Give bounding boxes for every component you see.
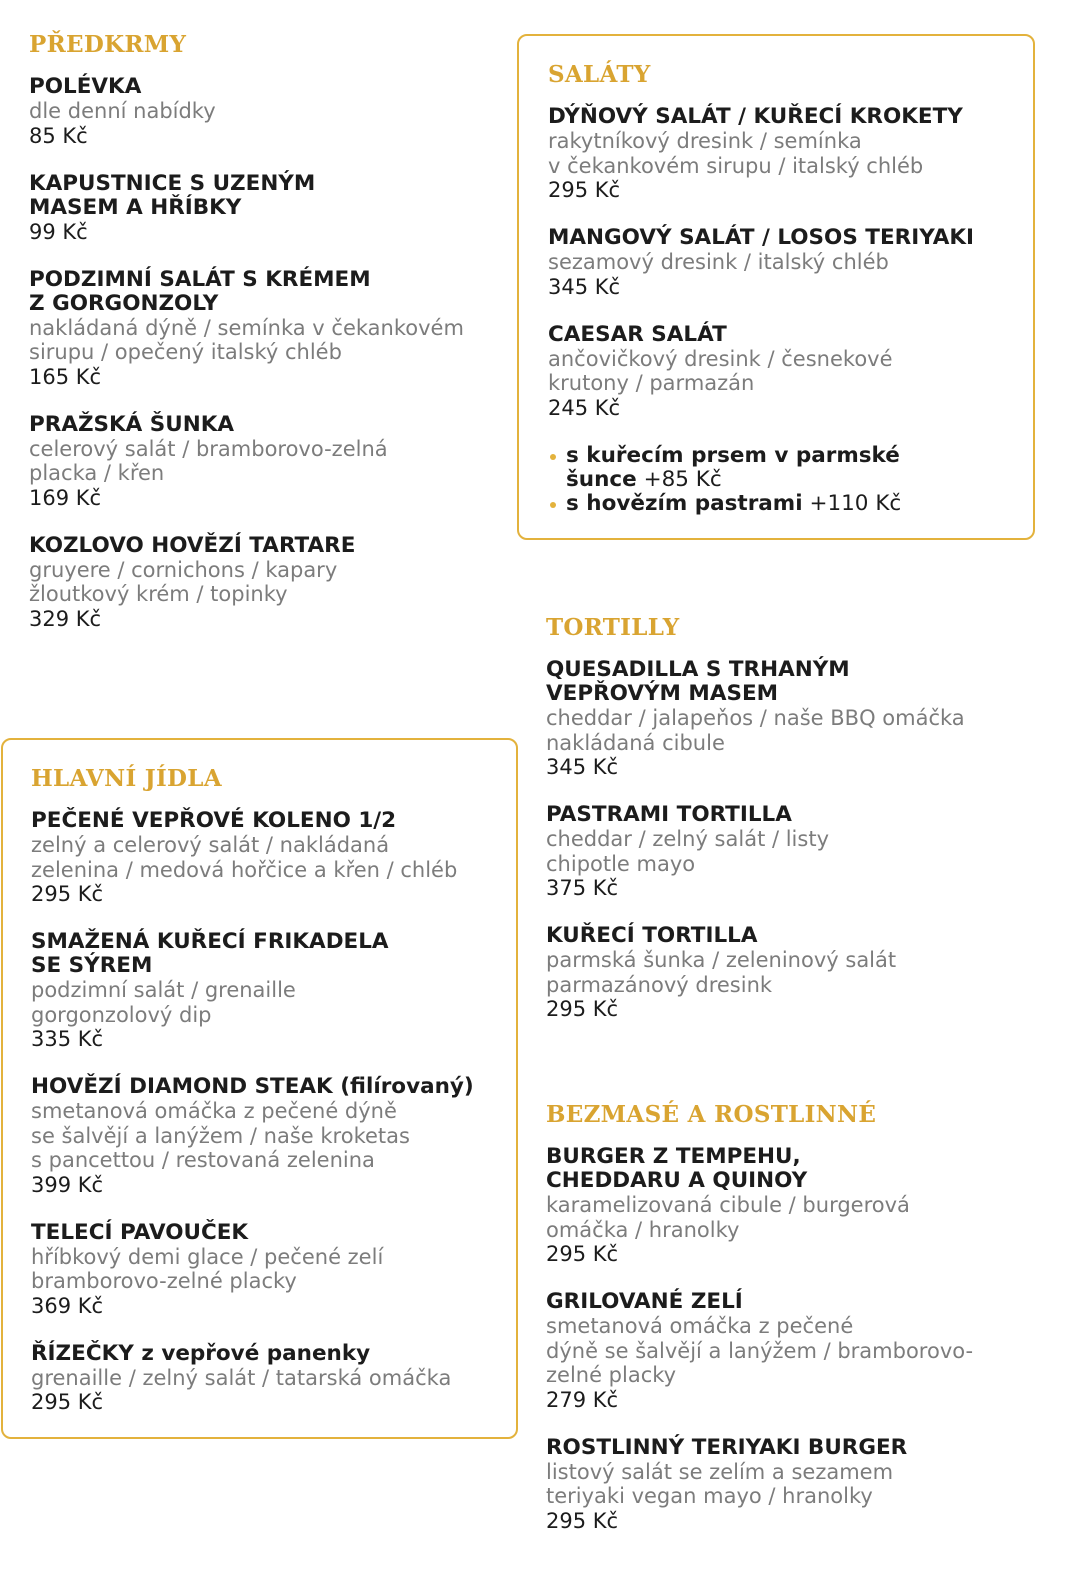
item-description: listový salát se zelím a sezamem teriyaki vegan mayo / hranolky [546, 1459, 894, 1508]
item-price: 375 Kč [546, 876, 619, 900]
item-name: KAPUSTNICE S UZENÝM MASEM A HŘÍBKY [29, 170, 316, 220]
menu-item [546, 1145, 1046, 1266]
section-title: PŘEDKRMY [29, 31, 187, 58]
item-name: PRAŽSKÁ ŠUNKA [29, 411, 235, 437]
menu-item [29, 268, 499, 389]
section-salaty [517, 34, 1035, 540]
item-name: GRILOVANÉ ZELÍ [546, 1289, 743, 1314]
item-description: zelný a celerový salát / nakládaná zelenina / medová hořčice a křen / chléb [31, 833, 458, 882]
item-name: DÝŇOVÝ SALÁT / KUŘECÍ KROKETY [548, 104, 963, 129]
addon-name: s hovězím pastrami [566, 490, 803, 516]
bullet-icon [550, 502, 556, 508]
item-name: PODZIMNÍ SALÁT S KRÉMEM Z GORGONZOLY [29, 266, 371, 316]
item-name: PASTRAMI TORTILLA [546, 802, 792, 827]
item-description: dle denní nabídky [29, 99, 216, 123]
menu-item-list [31, 809, 516, 1414]
item-description: nakládaná dýně / semínka v čekankovém sirupu / opečený italský chléb [29, 315, 464, 364]
item-description: gruyere / cornichons / kapary žloutkový krém / topinky [29, 557, 338, 606]
item-description: celerový salát / bramborovo-zelná placka / křen [29, 436, 388, 485]
menu-item [29, 534, 499, 631]
item-name: TELECÍ PAVOUČEK [31, 1219, 249, 1245]
menu-item [546, 1436, 1046, 1533]
item-price: 295 Kč [548, 178, 621, 202]
menu-item [31, 809, 516, 906]
item-price: 295 Kč [31, 1390, 104, 1414]
addon-name: s kuřecím prsem v parmské šunce [566, 442, 900, 492]
section-predkrmy [29, 31, 499, 655]
section-title: HLAVNÍ JÍDLA [31, 765, 222, 792]
item-price: 169 Kč [29, 485, 102, 510]
item-name: POLÉVKA [29, 74, 142, 99]
item-description: ančovičkový dresink / česnekové krutony / parmazán [548, 346, 893, 395]
addon-price: +85 Kč [643, 466, 722, 492]
menu-item [546, 1290, 1046, 1412]
section-title: TORTILLY [546, 614, 680, 641]
item-description: smetanová omáčka z pečené dýně se šalvějí a lanýžem / naše kroketas s pancettou / restovaná zelenina [31, 1099, 410, 1172]
item-price: 399 Kč [31, 1172, 104, 1197]
item-description: sezamový dresink / italský chléb [548, 250, 889, 274]
menu-item [29, 172, 499, 244]
item-price: 335 Kč [31, 1027, 104, 1051]
item-price: 295 Kč [31, 882, 104, 906]
item-price: 295 Kč [546, 1508, 619, 1533]
item-price: 345 Kč [546, 755, 619, 779]
section-tortilly [546, 614, 1046, 1045]
menu-item [31, 1221, 516, 1318]
item-name: KUŘECÍ TORTILLA [546, 923, 758, 948]
item-price: 329 Kč [29, 606, 102, 631]
menu-item [29, 413, 499, 510]
item-description: cheddar / jalapeňos / naše BBQ omáčka nakládaná cibule [546, 706, 965, 755]
bullet-icon [550, 454, 556, 460]
item-price: 369 Kč [31, 1293, 104, 1318]
item-description: cheddar / zelný salát / listy chipotle mayo [546, 827, 829, 876]
menu-item-list [546, 658, 1046, 1021]
section-bezmase [546, 1101, 1046, 1557]
menu-item-list [29, 75, 499, 631]
menu-item [548, 105, 1033, 202]
menu-item [548, 323, 1033, 420]
menu-item [546, 924, 1046, 1021]
item-price: 295 Kč [546, 997, 619, 1021]
item-name: PEČENÉ VEPŘOVÉ KOLENO 1/2 [31, 808, 397, 833]
menu-item [31, 1342, 516, 1415]
item-name: ŘÍZEČKY z vepřové panenky [31, 1340, 371, 1366]
item-description: grenaille / zelný salát / tatarská omáčka [31, 1365, 452, 1390]
addon-item [548, 492, 1033, 516]
menu-item [31, 930, 516, 1051]
section-title: SALÁTY [548, 61, 651, 88]
item-description: podzimní salát / grenaille gorgonzolový dip [31, 978, 296, 1027]
item-price: 99 Kč [29, 219, 88, 244]
addon-item [548, 444, 1033, 492]
item-name: KOZLOVO HOVĚZÍ TARTARE [29, 532, 356, 558]
item-name: CAESAR SALÁT [548, 321, 727, 347]
item-name: BURGER Z TEMPEHU, CHEDDARU A QUINOY [546, 1144, 808, 1193]
menu-item [548, 226, 1033, 299]
item-name: QUESADILLA S TRHANÝM VEPŘOVÝM MASEM [546, 657, 850, 706]
menu-item [546, 803, 1046, 900]
menu-item [546, 658, 1046, 779]
item-price: 345 Kč [548, 274, 621, 299]
item-description: smetanová omáčka z pečené dýně se šalvějí a lanýžem / bramborovo- zelné placky [546, 1314, 974, 1387]
item-price: 245 Kč [548, 395, 621, 420]
item-description: hříbkový demi glace / pečené zelí bramborovo-zelné placky [31, 1244, 384, 1293]
item-description: rakytníkový dresink / semínka v čekankovém sirupu / italský chléb [548, 129, 924, 178]
menu-item [31, 1075, 516, 1197]
menu-item-list [548, 105, 1033, 420]
item-name: HOVĚZÍ DIAMOND STEAK (filírovaný) [31, 1074, 474, 1099]
item-description: karamelizovaná cibule / burgerová omáčka / hranolky [546, 1193, 910, 1242]
item-price: 295 Kč [546, 1242, 619, 1266]
section-title: BEZMASÉ A ROSTLINNÉ [546, 1101, 877, 1128]
addon-list [548, 444, 1033, 516]
item-price: 85 Kč [29, 123, 88, 148]
menu-item-list [546, 1145, 1046, 1533]
item-price: 165 Kč [29, 364, 102, 389]
section-hlavni-jidla [1, 738, 518, 1439]
item-price: 279 Kč [546, 1387, 619, 1412]
addon-price: +110 Kč [809, 490, 902, 516]
item-name: SMAŽENÁ KUŘECÍ FRIKADELA SE SÝREM [31, 929, 389, 978]
item-description: parmská šunka / zeleninový salát parmazánový dresink [546, 948, 897, 997]
menu-item [29, 75, 499, 148]
item-name: MANGOVÝ SALÁT / LOSOS TERIYAKI [548, 225, 975, 250]
item-name: ROSTLINNÝ TERIYAKI BURGER [546, 1434, 908, 1460]
